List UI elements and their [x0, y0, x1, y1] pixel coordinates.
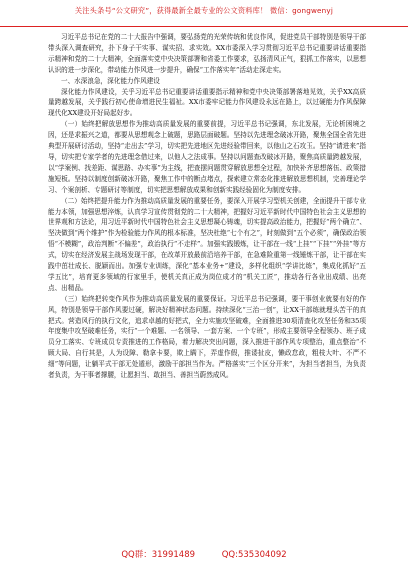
- qq-group-text: QQ群：31991489: [121, 550, 196, 560]
- promo-header-text: 关注头条号“公文研究”，获得最新全最专业的公文资料库！ 微信：gongwenyj: [74, 6, 334, 15]
- contact-footer: [0, 548, 408, 560]
- paragraph-point-3: （三）始终把转变作风作为推动高质量发展的重要保证。习近平总书记强调，要干事创业就要有好的作风，特别是领导干部作风要过硬，解决好精神状态问题。持续深化“三治一创”，让XX干部练就埋头苦干的真把式。营造风行的执行文化，追求卓越的好把式，全力实施攻坚破难，全面推进30项清查化攻坚任务和35项年度集中攻坚破难任务，实行“一个难题、一名领导、一套方案、一个专班”，形成主要领导全程领办、班子成员分工落实、专班成员专责推进的工作格局，着力解决突出问题，深入推进干部作风专项整治，重点整治“不顾大局、自行其是，人为设障、勒拿卡要，欺上瞒下，弄虚作假，推诿扯皮，懒政怠政，粗枝大叶、不严不细”等问题，让躺平式干部无处遁形，激励干部担当作为。严格落实“三个区分开来”，为担当者担当，为负责者负责，为干事者撑腰，让愿担当、敢担当、善担当蔚然成风。: [48, 294, 366, 380]
- qq-text: QQ:535304092: [221, 550, 287, 560]
- paragraph-point-1: （一）始终把解放思想作为推动高质量发展的重要前提，习近平总书记强调，东北发展，无论析困境之因，还是求振兴之道，都要从思想观念上破题，思路层面破题。坚持以先进理念破冰开路，聚焦全国全省先进典型开展研讨活动，坚持“走出去”学习，切实把先进地区先进经验带回来，以他山之石攻玉。坚持“请进来”指导，切实把专家学者的先进理念借过来，以他人之法成事。坚持以问题查改破冰开路，聚焦高质量跨越发展，以“学案例、找差距、谋思路、办实事”为主线，把查摆问题贯穿解放思想全过程，加快补齐思想落伍、政策措施短板。坚持以制度创新破冰开路，聚焦工作中的断点堵点，探索建立常态化推进解放思想机制，完善理论学习、个案剖析、专题研讨等制度，切实把思想解放成果和创新实践经验固化为制度安排。: [48, 120, 366, 194]
- paragraph-intro: 习近平总书记在党的二十大报告中强调，要弘扬党的光荣传统和优良作风，促进党员干部特别是领导干部带头深入调查研究，扑下身子干实事、谋实招、求实效。XX市委深入学习贯彻习近平总书记重要讲话重要指示精神和党的二十大精神，全面落实党中央决策部署和省委工作要求，弘扬清风正气，狠抓工作落实，以思想认识的进一步深化，带动能力作风进一步提升，确保“工作落实年”活动走深走实。: [48, 33, 366, 74]
- paragraph-section-intro: 深化能力作风建设，关乎习近平总书记重要讲话重要指示精神和党中央决策部署落地见效，关乎XX高质量跨越发展，关乎践行初心使命增进民生福祉。XX市委牢记能力作风建设永远在路上，以过硬能力作风保障现代化XX建设开好局起好步。: [48, 87, 366, 118]
- document-body: [48, 32, 366, 381]
- paragraph-point-2: （二）始终把提升能力作为推动高质量发展的重要任务，要深入开展学习型机关创建，全面提升干部专业能力本领，加强思想淬炼，认真学习宣传贯彻党的二十大精神，把握好习近平新时代中国特色社会主义思想的世界观和方法论，用习近平新时代中国特色社会主义思想凝心铸魂，切实提高政治能力，把握好“两个确立”、坚决做到“两个维护”作为检验能力作风的根本标准，坚决杜绝“七个有之”，时刻做到“五个必须”，确保政治领悟“不模糊”，政治判断“不偏差”，政治执行“不走样”。加强实践锻炼，让干部在一线“上挂”“下挂”“外挂”等方式，切实在经济发展主战场发现干部，在改革开放最前沿培养干部，在急难险重第一线锤炼干部，让干部在实践中茁壮成长、脱颖而出。加强专业训练，深化“基本业务+”建设，多样化组织“学讲比练”，集成化抓好“五学五比”，培育更多领域的行家里手，使机关真正成为岗位成才的“机关工匠”，推动各行各业出成绩、出亮点、出精品。: [48, 196, 366, 292]
- promo-header-banner: [0, 0, 408, 27]
- section-heading: 一、水深浪急，深化能力作风建设: [61, 76, 160, 85]
